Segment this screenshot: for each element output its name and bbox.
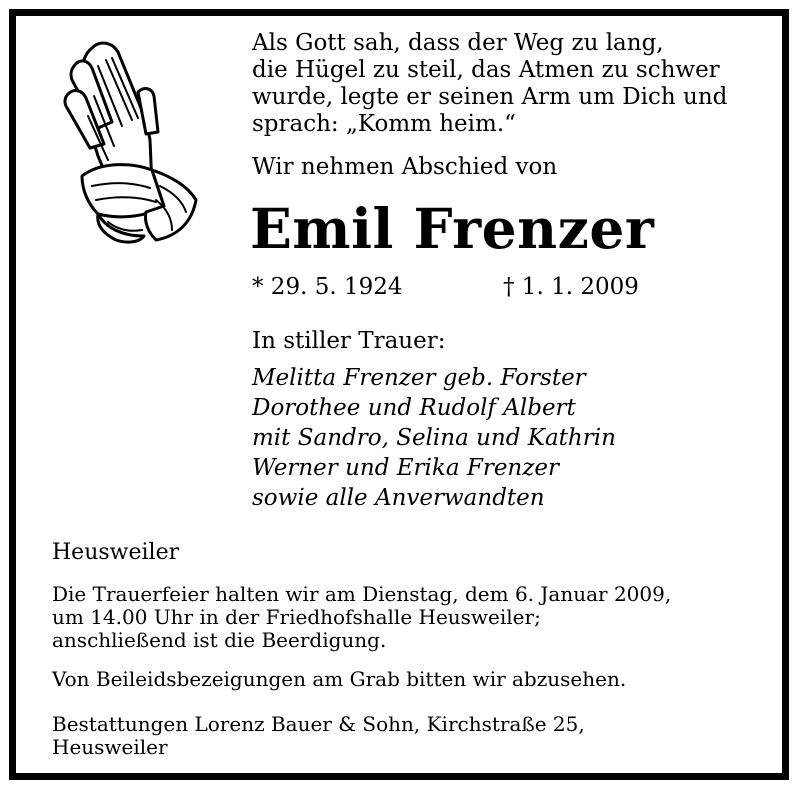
mourner-line: sowie alle Anverwandten: [252, 485, 545, 511]
mourner-line: Dorothee und Rudolf Albert: [252, 395, 576, 421]
mourner-line: mit Sandro, Selina und Kathrin: [252, 425, 616, 451]
place-name: Heusweiler: [52, 540, 180, 565]
undertaker-info: [52, 713, 585, 759]
mourning-label: In stiller Trauer:: [252, 328, 446, 354]
undertaker-line: Bestattungen Lorenz Bauer & Sohn, Kirchstraße 25,: [52, 712, 585, 736]
undertaker-line: Heusweiler: [52, 735, 168, 759]
ceremony-line: um 14.00 Uhr in der Friedhofshalle Heusweiler;: [52, 605, 541, 629]
deceased-name: Emil Frenzer: [250, 196, 655, 261]
verse-line: sprach: „Komm heim.“: [252, 111, 516, 137]
praying-hands-icon: [52, 36, 202, 246]
verse-line: wurde, legte er seinen Arm um Dich und: [252, 84, 728, 110]
obituary-frame: [9, 9, 789, 780]
verse-line: Als Gott sah, dass der Weg zu lang,: [252, 30, 664, 56]
ceremony-line: Die Trauerfeier halten wir am Dienstag, dem 6. Januar 2009,: [52, 582, 672, 606]
mourner-line: Werner und Erika Frenzer: [252, 455, 559, 481]
ceremony-notice: [52, 583, 671, 652]
ceremony-line: anschließend ist die Beerdigung.: [52, 628, 387, 652]
condolence-note: Von Beileidsbezeigungen am Grab bitten wir abzusehen.: [52, 667, 627, 691]
death-date: † 1. 1. 2009: [503, 274, 639, 300]
mourner-line: Melitta Frenzer geb. Forster: [252, 365, 586, 391]
farewell-intro: Wir nehmen Abschied von: [252, 154, 558, 180]
verse-line: die Hügel zu steil, das Atmen zu schwer: [252, 57, 720, 83]
verse: [252, 30, 727, 138]
mourners-list: [252, 363, 616, 513]
birth-date: * 29. 5. 1924: [252, 274, 403, 300]
